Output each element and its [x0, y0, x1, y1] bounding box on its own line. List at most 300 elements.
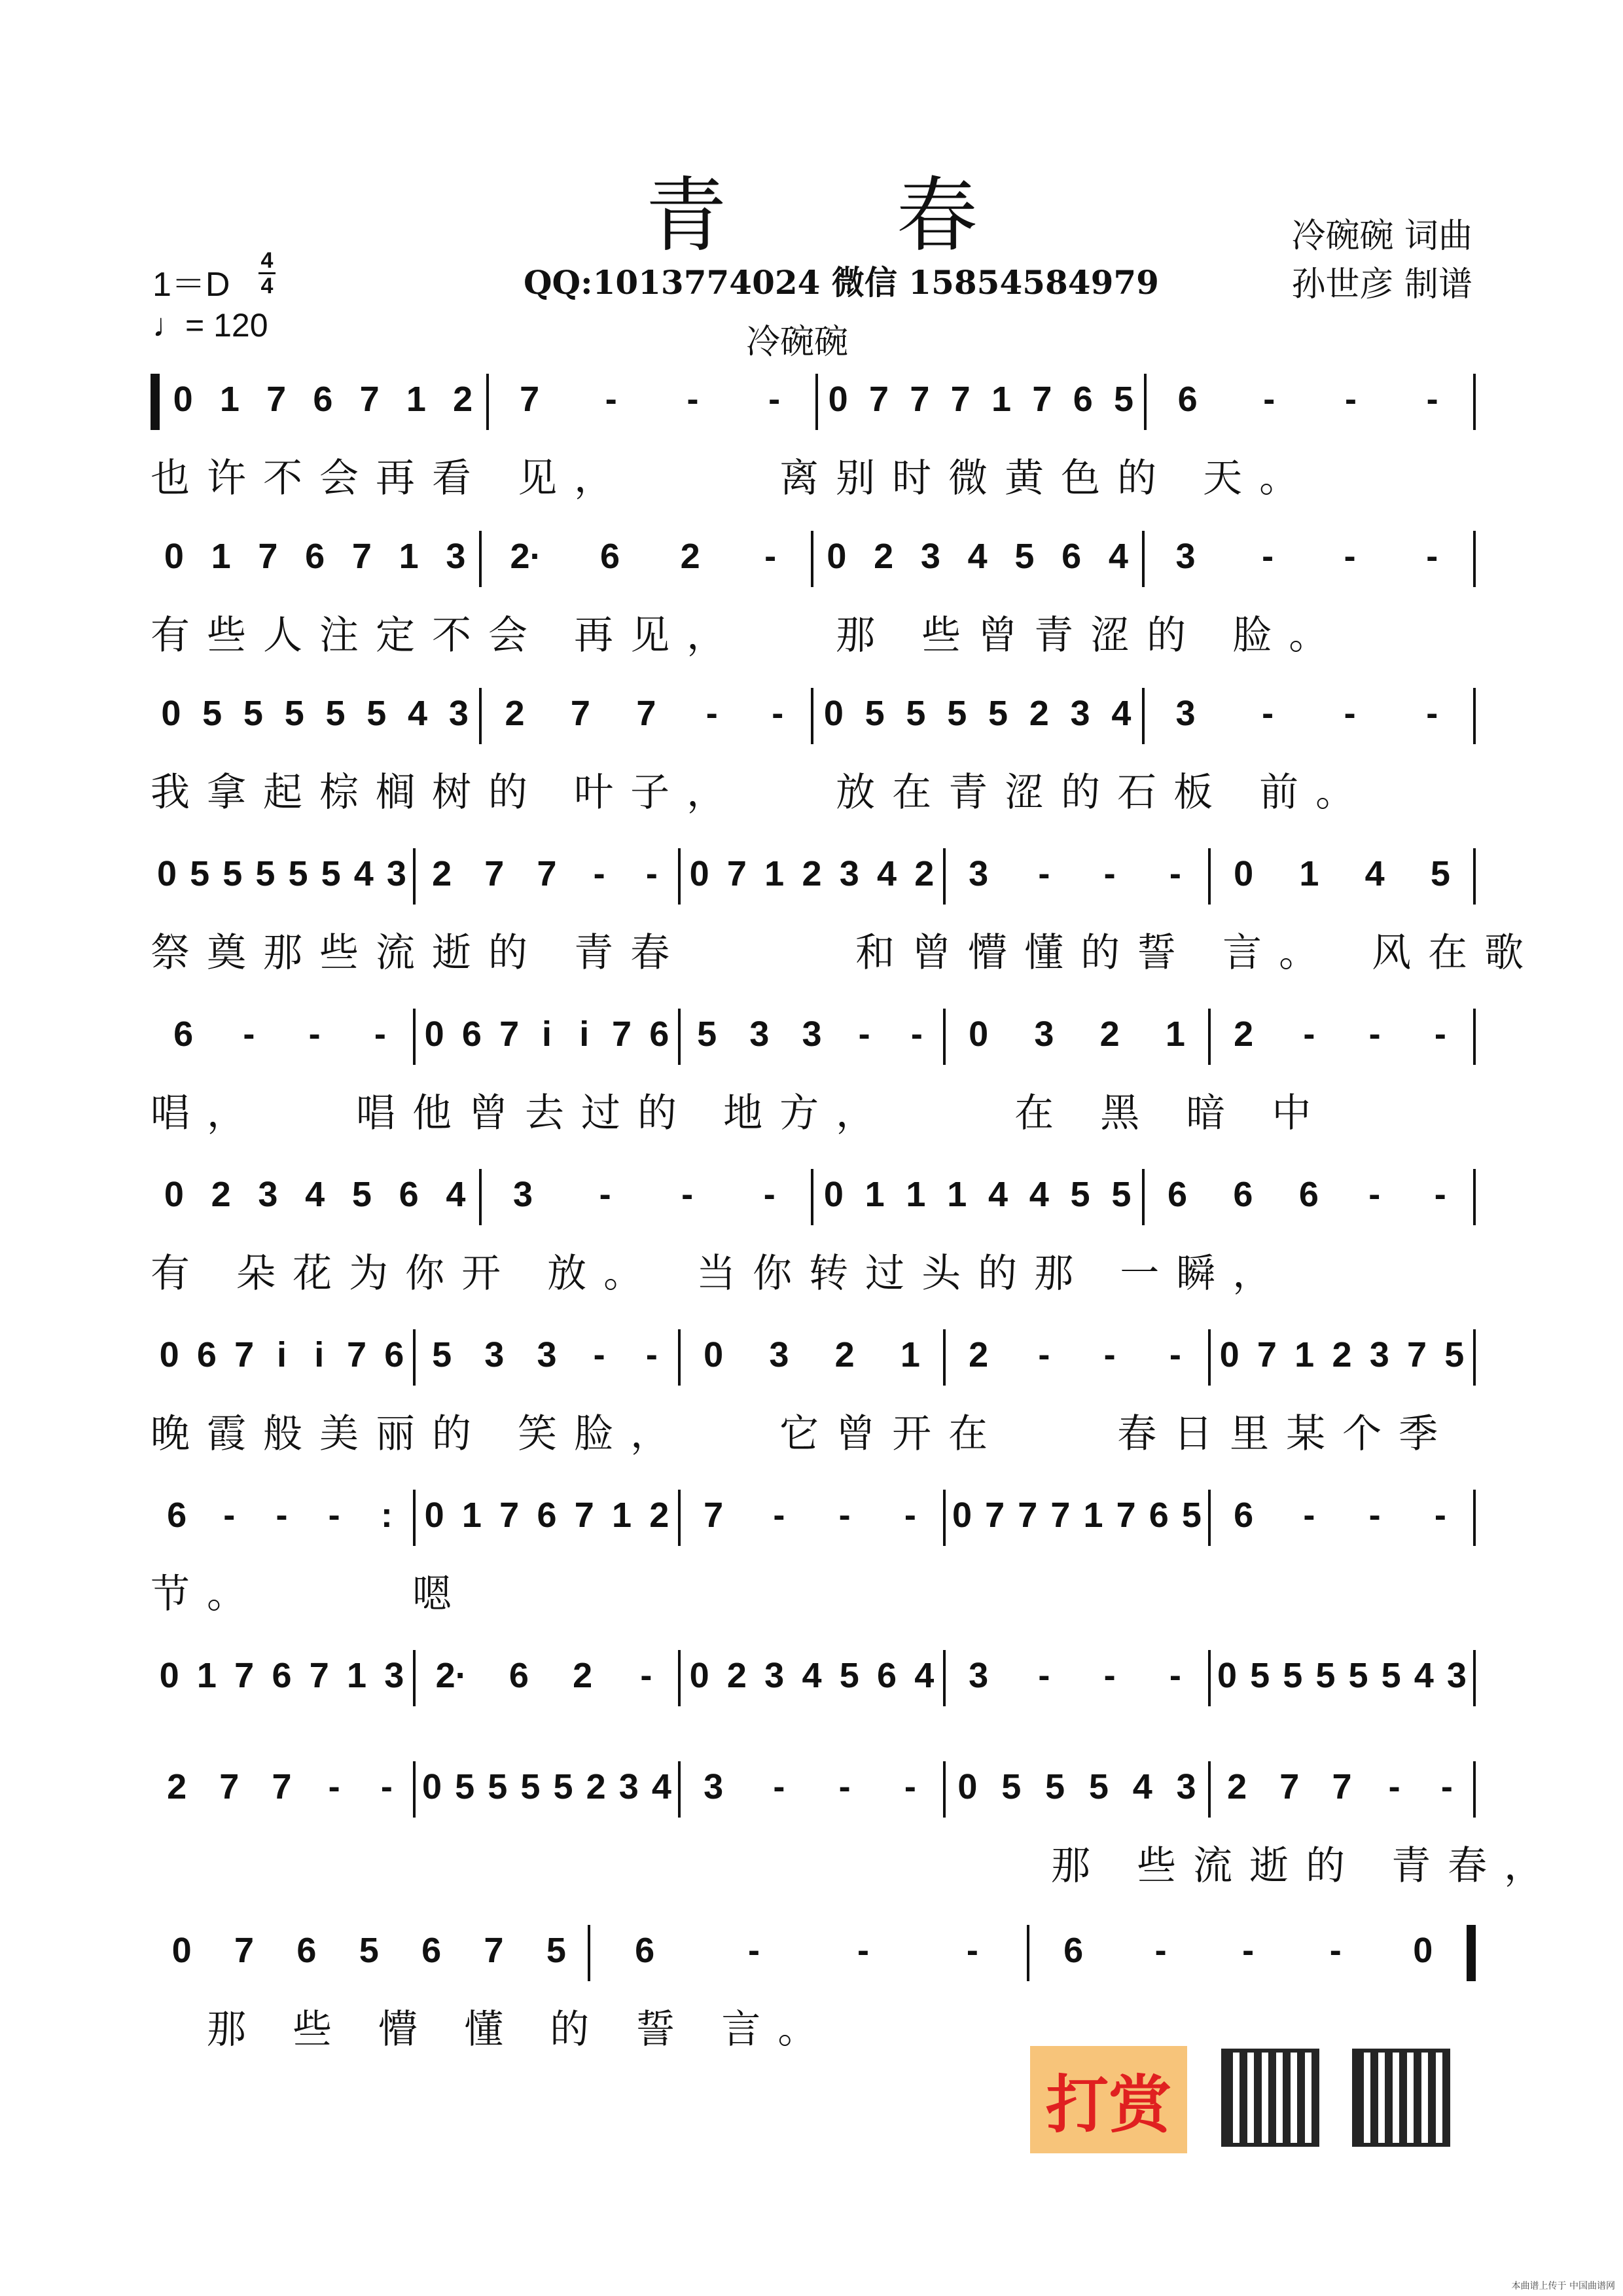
- barline: [1473, 1169, 1476, 1225]
- note: 7: [258, 537, 278, 576]
- note: 2: [649, 1496, 669, 1535]
- note: 6: [877, 1656, 897, 1695]
- note: -: [1426, 380, 1438, 419]
- measure: [151, 533, 479, 579]
- note: 5: [520, 1767, 541, 1806]
- measure: [818, 376, 1145, 422]
- note: 3: [384, 1656, 404, 1695]
- note: 4: [1364, 854, 1385, 893]
- note: -: [1426, 694, 1438, 733]
- lyric-line: 我拿起棕榈树的 叶子， 放在青涩的石板 前。: [151, 770, 1372, 816]
- note: -: [768, 380, 781, 419]
- note: -: [1434, 1014, 1446, 1054]
- measure: [416, 1653, 678, 1698]
- key-signature: 1＝D: [152, 266, 230, 304]
- measure: [1211, 1492, 1473, 1538]
- note: 0: [159, 1656, 179, 1695]
- note: 6: [1073, 380, 1093, 419]
- note: 6: [1234, 1496, 1254, 1535]
- note: 5: [223, 854, 243, 893]
- note: -: [1103, 1656, 1116, 1695]
- note: 7: [351, 537, 372, 576]
- note: -: [763, 1175, 776, 1214]
- note: 5: [366, 694, 387, 733]
- note: -: [1263, 380, 1275, 419]
- notes-line: [151, 851, 1476, 897]
- note: 3: [920, 537, 940, 576]
- note: 6: [1177, 380, 1198, 419]
- note: 4: [651, 1767, 671, 1806]
- reward-button[interactable]: 打赏: [1030, 2046, 1187, 2153]
- note: -: [1426, 537, 1438, 576]
- note: 7: [636, 694, 656, 733]
- measure: [681, 1492, 943, 1538]
- notes-line: [151, 1653, 1476, 1698]
- note: 2: [573, 1656, 593, 1695]
- measure: [416, 851, 678, 897]
- barline: [1473, 1329, 1476, 1386]
- note: 0: [827, 537, 847, 576]
- measure: [416, 1332, 678, 1378]
- note: 6: [399, 1175, 419, 1214]
- notes-line: [151, 1764, 1476, 1810]
- note: -: [1344, 694, 1356, 733]
- note: 5: [359, 1931, 379, 1970]
- note: i: [314, 1335, 325, 1374]
- lyric-line: 祭奠那些流逝的 青春 和曾懵懂的誓 言。 风在歌: [151, 930, 1541, 976]
- measure: [590, 1928, 1027, 1973]
- note: 5: [906, 694, 926, 733]
- measure: [482, 533, 810, 579]
- note: 5: [202, 694, 223, 733]
- note: -: [243, 1014, 255, 1054]
- note: 2: [211, 1175, 231, 1214]
- note: 3: [1369, 1335, 1389, 1374]
- note: 7: [347, 1335, 367, 1374]
- notes-line: [151, 1492, 1476, 1538]
- note: 2: [802, 854, 822, 893]
- note: 0: [823, 694, 844, 733]
- time-signature: [259, 249, 276, 298]
- note: 2: [1332, 1335, 1352, 1374]
- note: -: [593, 854, 605, 893]
- note: -: [328, 1767, 340, 1806]
- note: 7: [484, 854, 505, 893]
- note: 3: [969, 1656, 989, 1695]
- note: 7: [1332, 1767, 1352, 1806]
- note: 5: [553, 1767, 573, 1806]
- measure: [681, 1332, 943, 1378]
- note: 5: [546, 1931, 566, 1970]
- note: 5: [1001, 1767, 1022, 1806]
- measure: [151, 1332, 413, 1378]
- measure: [813, 533, 1142, 579]
- lyric-line: 也许不会再看 见， 离别时微黄色的 天。: [151, 456, 1316, 501]
- measure: [416, 1011, 678, 1057]
- note: -: [1434, 1175, 1446, 1214]
- note: -: [1368, 1175, 1381, 1214]
- note: 3: [802, 1014, 822, 1054]
- note: 4: [1414, 1656, 1434, 1695]
- note: 3: [258, 1175, 278, 1214]
- note: 7: [704, 1496, 724, 1535]
- note: 6: [461, 1014, 482, 1054]
- note: -: [1329, 1931, 1342, 1970]
- note: -: [1242, 1931, 1255, 1970]
- note: 6: [649, 1014, 669, 1054]
- lyric-line: 有些人注定不会 再见， 那 些曾青涩的 脸。: [151, 613, 1346, 658]
- note: 7: [537, 854, 557, 893]
- note: 2: [1029, 694, 1049, 733]
- note: 3: [1070, 694, 1090, 733]
- note: -: [1169, 854, 1181, 893]
- note: 5: [1114, 380, 1134, 419]
- notes-line: [151, 376, 1476, 422]
- notes-line: [151, 1928, 1476, 1973]
- note: 2: [874, 537, 894, 576]
- note: 6: [1167, 1175, 1187, 1214]
- note: 0: [957, 1767, 978, 1806]
- note: 2: [432, 854, 452, 893]
- score-row: [151, 1653, 1476, 1725]
- note: 0: [1234, 854, 1254, 893]
- note: 0: [422, 1767, 442, 1806]
- note: 3: [764, 1656, 785, 1695]
- note: 5: [1250, 1656, 1270, 1695]
- note: 7: [910, 380, 930, 419]
- note: 3: [1175, 694, 1196, 733]
- measure: [482, 691, 810, 736]
- note: -: [966, 1931, 978, 1970]
- measure: [813, 691, 1142, 736]
- note: 0: [164, 537, 184, 576]
- note: -: [593, 1335, 605, 1374]
- score-row: [151, 1492, 1476, 1617]
- note: 3: [448, 694, 469, 733]
- note: -: [599, 1175, 611, 1214]
- note: 7: [234, 1335, 255, 1374]
- measure: [151, 851, 413, 897]
- lyric-line: 有 朵花为你开 放。 当你转过头的那 一瞬，: [151, 1251, 1289, 1297]
- note: -: [1368, 1496, 1381, 1535]
- note: 6: [421, 1931, 442, 1970]
- notes-line: [151, 1172, 1476, 1217]
- notes-line: [151, 1011, 1476, 1057]
- note: 1: [406, 380, 426, 419]
- note: 7: [726, 854, 747, 893]
- note: 5: [325, 694, 346, 733]
- note: 5: [488, 1767, 508, 1806]
- note: -: [1344, 380, 1357, 419]
- measure: [1145, 691, 1473, 736]
- note: 7: [309, 1656, 329, 1695]
- note: 7: [1407, 1335, 1427, 1374]
- note: i: [579, 1014, 590, 1054]
- note: -: [773, 1767, 785, 1806]
- note: 3: [704, 1767, 724, 1806]
- note: 5: [1045, 1767, 1065, 1806]
- note: -: [1038, 1656, 1050, 1695]
- note: 1: [347, 1656, 367, 1695]
- measure: [151, 1492, 413, 1538]
- note: -: [276, 1496, 288, 1535]
- note: 5: [1430, 854, 1450, 893]
- note: 0: [952, 1496, 972, 1535]
- note: 2: [680, 537, 700, 576]
- note: 5: [243, 694, 263, 733]
- note: 6: [313, 380, 333, 419]
- note: 2: [586, 1767, 606, 1806]
- note: -: [1103, 854, 1116, 893]
- measure: [1211, 1011, 1473, 1057]
- barline: [1473, 1009, 1476, 1065]
- note: 2: [1227, 1767, 1247, 1806]
- note: 0: [161, 694, 181, 733]
- note: i: [276, 1335, 287, 1374]
- note: 0: [173, 380, 193, 419]
- note: 2·: [435, 1656, 467, 1695]
- measure: [813, 1172, 1142, 1217]
- note: -: [1388, 1767, 1400, 1806]
- measure: [946, 1492, 1208, 1538]
- note: 5: [455, 1767, 475, 1806]
- note: 6: [173, 1014, 194, 1054]
- lyric-line: 那 些流逝的 青春，: [151, 1843, 1561, 1889]
- note: -: [374, 1014, 386, 1054]
- note: 5: [1014, 537, 1035, 576]
- measure: [1211, 1764, 1473, 1810]
- barline: [1473, 848, 1476, 905]
- repeat-start-barline: [151, 374, 160, 430]
- measure: [946, 1011, 1208, 1057]
- note: -: [328, 1496, 340, 1535]
- measure: [1145, 533, 1473, 579]
- barline: [1473, 531, 1476, 587]
- note: 3: [839, 854, 859, 893]
- barline: [1473, 1650, 1476, 1706]
- note: -: [1038, 1335, 1050, 1374]
- note: 7: [985, 1496, 1005, 1535]
- note: -: [223, 1496, 236, 1535]
- note: 4: [305, 1175, 325, 1214]
- note: 5: [284, 694, 304, 733]
- barline: [1473, 1761, 1476, 1818]
- note: 4: [877, 854, 897, 893]
- score-row: [151, 1172, 1476, 1297]
- note: 0: [171, 1931, 192, 1970]
- note: 6: [305, 537, 325, 576]
- note: 6: [296, 1931, 317, 1970]
- note: 6: [635, 1931, 655, 1970]
- note: 5: [988, 694, 1008, 733]
- note: -: [1262, 694, 1274, 733]
- note: 5: [1111, 1175, 1132, 1214]
- score-row: [151, 376, 1476, 501]
- note: -: [645, 1335, 658, 1374]
- measure: [681, 1764, 943, 1810]
- note: 2·: [510, 537, 542, 576]
- note: 5: [1381, 1656, 1401, 1695]
- note: 7: [484, 1931, 504, 1970]
- note: 0: [823, 1175, 844, 1214]
- measure: [681, 1011, 943, 1057]
- measure: [151, 691, 479, 736]
- measure: [1145, 1172, 1473, 1217]
- note: 3: [969, 854, 989, 893]
- note: 0: [1217, 1656, 1238, 1695]
- tempo-marking: ♩= 120: [152, 307, 268, 344]
- note: 1: [399, 537, 419, 576]
- note: 3: [484, 1335, 505, 1374]
- note: 3: [749, 1014, 770, 1054]
- note: 4: [353, 854, 374, 893]
- score-row: [151, 1332, 1476, 1457]
- note: 7: [359, 380, 380, 419]
- note: 0: [424, 1014, 444, 1054]
- note: 4: [1132, 1767, 1152, 1806]
- lyricist-composer-credit: 冷碗碗 词曲: [1291, 217, 1472, 256]
- note: -: [1169, 1335, 1181, 1374]
- note: 1: [991, 380, 1012, 419]
- note: 6: [508, 1656, 529, 1695]
- note: 3: [769, 1335, 789, 1374]
- note: 1: [461, 1496, 482, 1535]
- note: 7: [1018, 1496, 1038, 1535]
- note: 0: [689, 1656, 709, 1695]
- note: 1: [219, 380, 240, 419]
- barline: [1473, 688, 1476, 744]
- note: -: [772, 694, 784, 733]
- note: 6: [167, 1496, 187, 1535]
- note: -: [838, 1767, 851, 1806]
- note: 5: [351, 1175, 372, 1214]
- measure: [151, 1764, 413, 1810]
- lyric-line: 晚霞般美丽的 笑脸， 它曾开在 春日里某个季: [151, 1411, 1455, 1457]
- note: 7: [499, 1014, 520, 1054]
- note: 1: [1299, 854, 1319, 893]
- footer-note: 本曲谱上传于 中国曲谱网: [1511, 2281, 1615, 2291]
- lyric-line: 唱， 唱他曾去过的 地方， 在 黑 暗 中: [151, 1090, 1329, 1136]
- note: 4: [914, 1656, 935, 1695]
- note: 0: [689, 854, 709, 893]
- note: 7: [219, 1767, 240, 1806]
- notes-line: [151, 533, 1476, 579]
- note: -: [904, 1767, 916, 1806]
- measure: [946, 851, 1208, 897]
- note: 1: [612, 1496, 632, 1535]
- note: 5: [865, 694, 885, 733]
- measure: [946, 1332, 1208, 1378]
- note: 3: [537, 1335, 557, 1374]
- note: -: [1434, 1496, 1446, 1535]
- note: 0: [164, 1175, 184, 1214]
- note: 5: [1315, 1656, 1336, 1695]
- note: 6: [537, 1496, 557, 1535]
- note: 7: [499, 1496, 520, 1535]
- note: -: [764, 537, 777, 576]
- note: 5: [288, 854, 308, 893]
- measure: [1147, 376, 1473, 422]
- note: -: [858, 1014, 870, 1054]
- note: -: [748, 1931, 760, 1970]
- note: 3: [1176, 1767, 1196, 1806]
- note: 1: [900, 1335, 920, 1374]
- note: -: [773, 1496, 785, 1535]
- measure: [151, 1653, 413, 1698]
- note: 5: [255, 854, 276, 893]
- note: 1: [211, 537, 231, 576]
- measure: [1211, 1332, 1473, 1378]
- note: 7: [574, 1496, 594, 1535]
- note: 5: [1444, 1335, 1465, 1374]
- note: -: [1303, 1014, 1315, 1054]
- note: -: [681, 1175, 694, 1214]
- note: 5: [947, 694, 967, 733]
- note: 0: [1219, 1335, 1240, 1374]
- note: 6: [600, 537, 620, 576]
- note: 4: [1111, 694, 1132, 733]
- note: 0: [157, 854, 177, 893]
- note: 5: [1348, 1656, 1368, 1695]
- note: 3: [618, 1767, 639, 1806]
- note: 7: [1116, 1496, 1136, 1535]
- note: -: [1440, 1767, 1453, 1806]
- note: 7: [570, 694, 590, 733]
- note: -: [1103, 1335, 1116, 1374]
- note: 1: [947, 1175, 967, 1214]
- time-signature-bottom: 4: [260, 274, 274, 298]
- measure: [489, 376, 815, 422]
- note: 2: [167, 1767, 187, 1806]
- note: 2: [1234, 1014, 1254, 1054]
- note: 1: [1294, 1335, 1315, 1374]
- note: -: [838, 1496, 851, 1535]
- note: -: [1262, 537, 1274, 576]
- note: 2: [834, 1335, 855, 1374]
- notes-line: [151, 1332, 1476, 1378]
- note: 4: [446, 1175, 466, 1214]
- note: 5: [1181, 1496, 1202, 1535]
- note: 0: [704, 1335, 724, 1374]
- note: 1: [1083, 1496, 1103, 1535]
- note: -: [1169, 1656, 1181, 1695]
- note: 5: [432, 1335, 452, 1374]
- contact-info: QQ:1013774024 微信 15854584979: [524, 263, 1159, 302]
- measure: [1211, 851, 1473, 897]
- note: 6: [1233, 1175, 1253, 1214]
- lyric-line: 节。 嗯: [151, 1571, 469, 1617]
- time-signature-top: 4: [260, 248, 274, 273]
- note: 5: [1070, 1175, 1090, 1214]
- note: 5: [1283, 1656, 1303, 1695]
- score-row: [151, 1764, 1561, 1889]
- note: -: [380, 1767, 393, 1806]
- note: -: [1154, 1931, 1167, 1970]
- singer-name: 冷碗碗: [746, 323, 849, 362]
- note: 3: [1446, 1656, 1467, 1695]
- note: 2: [914, 854, 935, 893]
- note: 4: [1029, 1175, 1049, 1214]
- note: 4: [967, 537, 988, 576]
- note: -: [1344, 537, 1356, 576]
- note: -: [687, 380, 699, 419]
- barline: [1473, 374, 1476, 430]
- note: 0: [159, 1335, 179, 1374]
- measure: [946, 1764, 1208, 1810]
- note: 3: [386, 854, 406, 893]
- score-row: [151, 533, 1476, 658]
- note: 4: [802, 1656, 822, 1695]
